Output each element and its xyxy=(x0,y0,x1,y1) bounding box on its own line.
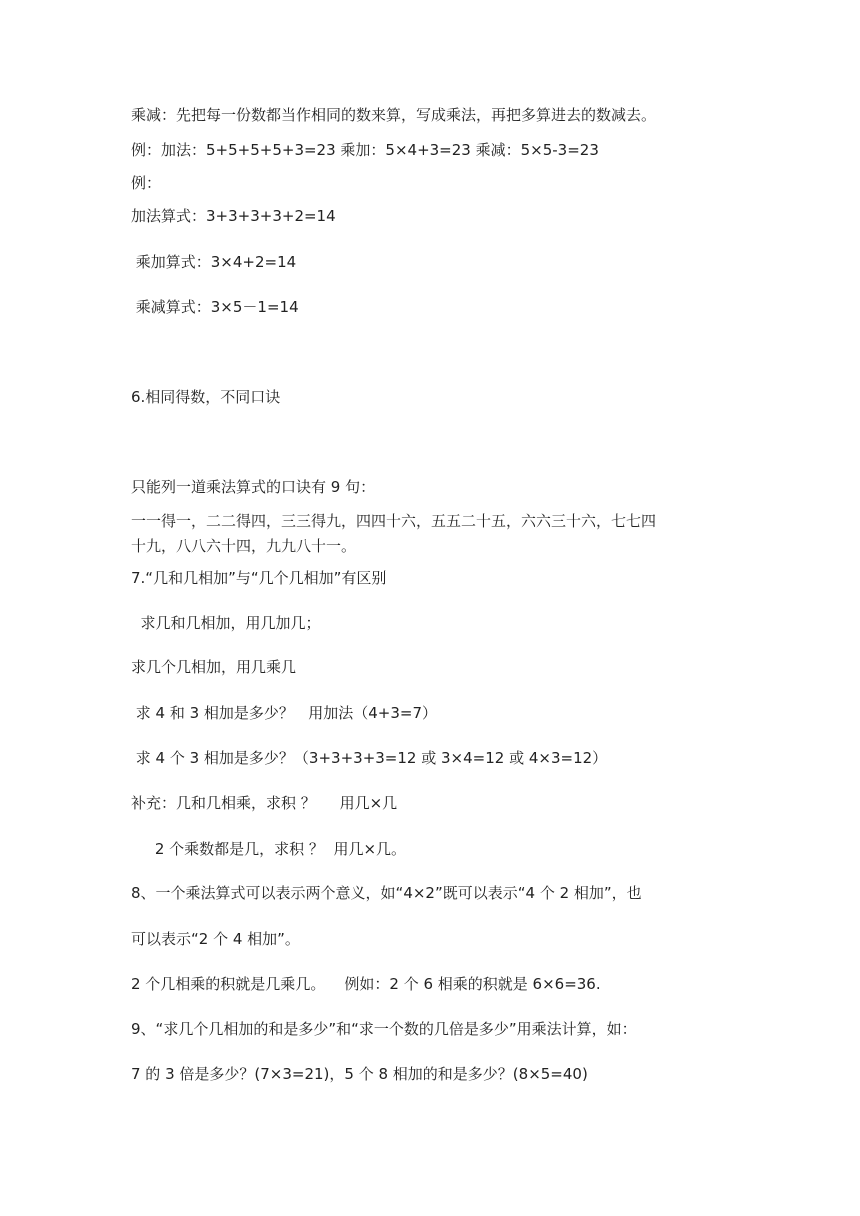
text-line-9: 一一得一，二二得四，三三得九，四四十六，五五二十五，六六三十六，七七四 xyxy=(131,512,657,530)
text-line-6: 乘减算式：3×5－1=14 xyxy=(131,298,299,316)
section-heading-8: 8、一个乘法算式可以表示两个意义，如“4×2”既可以表示“4 个 2 相加”，也 xyxy=(131,884,642,902)
text-line-13: 求几个几相加，用几乘几 xyxy=(131,658,297,676)
text-line-19: 可以表示“2 个 4 相加”。 xyxy=(131,930,300,948)
text-line-4: 加法算式：3+3+3+3+2=14 xyxy=(131,207,336,225)
text-line-22: 7 的 3 倍是多少？(7×3=21)，5 个 8 相加的和是多少？(8×5=40) xyxy=(131,1065,588,1083)
section-heading-6: 6.相同得数，不同口诀 xyxy=(131,388,281,406)
text-line-16: 补充：几和几相乘，求积 ？ 用几×几 xyxy=(131,794,398,812)
section-heading-9: 9、“求几个几相加的和是多少”和“求一个数的几倍是多少”用乘法计算，如： xyxy=(131,1020,637,1038)
text-line-2: 例：加法：5+5+5+5+3=23 乘加：5×4+3=23 乘减：5×5-3=23 xyxy=(131,141,599,159)
text-line-15: 求 4 个 3 相加是多少？（3+3+3+3=12 或 3×4=12 或 4×3=12） xyxy=(131,749,608,767)
text-line-14: 求 4 和 3 相加是多少？ 用加法（4+3=7） xyxy=(131,704,437,722)
text-line-5: 乘加算式：3×4+2=14 xyxy=(131,253,297,271)
text-line-1: 乘减：先把每一份数都当作相同的数来算，写成乘法，再把多算进去的数减去。 xyxy=(131,106,657,124)
text-line-3: 例： xyxy=(131,174,162,192)
text-line-17: 2 个乘数都是几，求积 ？ 用几×几。 xyxy=(131,840,407,858)
text-line-12: 求几和几相加，用几加几； xyxy=(131,614,321,632)
section-heading-7: 7.“几和几相加”与“几个几相加”有区别 xyxy=(131,569,387,587)
text-line-20: 2 个几相乘的积就是几乘几。 例如：2 个 6 相乘的积就是 6×6=36. xyxy=(131,975,601,993)
text-line-8: 只能列一道乘法算式的口诀有 9 句： xyxy=(131,478,376,496)
text-line-10: 十九，八八六十四，九九八十一。 xyxy=(131,537,357,555)
